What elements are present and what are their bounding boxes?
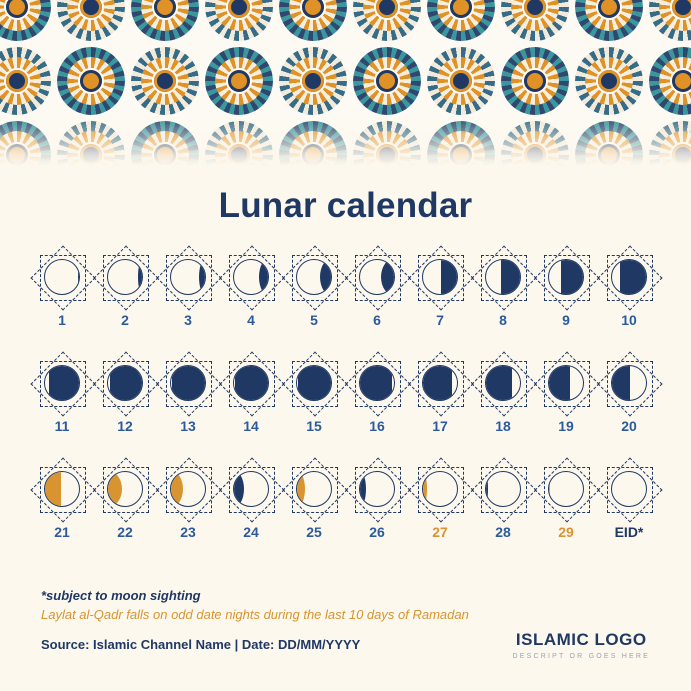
pattern-motif xyxy=(128,44,202,118)
calendar-day-cell[interactable] xyxy=(220,248,283,328)
calendar-day-cell[interactable] xyxy=(535,354,598,434)
star-frame xyxy=(348,248,406,306)
logo-tagline: DESCRIPT OR GOES HERE xyxy=(512,653,650,660)
pattern-motif xyxy=(350,118,424,166)
pattern-motif xyxy=(646,118,691,166)
pattern-motif xyxy=(0,118,54,166)
pattern-motif xyxy=(0,0,54,44)
moon-lit-region xyxy=(620,259,647,295)
moon-lit-region xyxy=(172,365,206,401)
moon-lit-region xyxy=(170,471,183,507)
moon-lit-region xyxy=(422,471,427,507)
pattern-motif xyxy=(54,0,128,44)
calendar-day-cell[interactable] xyxy=(598,354,661,434)
moon-phase-icon xyxy=(44,365,80,401)
star-frame xyxy=(159,354,217,412)
calendar-day-cell[interactable] xyxy=(31,248,94,328)
calendar-day-cell[interactable] xyxy=(94,460,157,540)
day-number-label: 21 xyxy=(54,524,70,540)
moon-phase-icon xyxy=(611,365,647,401)
pattern-motif xyxy=(424,44,498,118)
calendar-day-cell[interactable] xyxy=(472,248,535,328)
pattern-motif xyxy=(54,118,128,166)
moon-lit-region xyxy=(259,259,269,295)
pattern-motif xyxy=(350,44,424,118)
calendar-day-cell[interactable] xyxy=(220,354,283,434)
calendar-row xyxy=(0,460,691,540)
star-frame xyxy=(222,248,280,306)
day-number-label: 26 xyxy=(369,524,385,540)
moon-phase-icon xyxy=(548,471,584,507)
day-number-label: 11 xyxy=(54,418,70,434)
moon-lit-region xyxy=(107,471,122,507)
moon-lit-region xyxy=(548,365,570,401)
brand-logo xyxy=(513,630,650,660)
star-frame xyxy=(222,354,280,412)
moon-phase-icon xyxy=(296,471,332,507)
star-frame xyxy=(600,354,658,412)
star-frame xyxy=(600,460,658,518)
day-number-label: 29 xyxy=(558,524,574,540)
calendar-day-cell[interactable] xyxy=(157,354,220,434)
day-number-label: 28 xyxy=(495,524,511,540)
calendar-day-cell[interactable] xyxy=(598,460,661,540)
calendar-day-cell[interactable] xyxy=(283,460,346,540)
source-line: Source: Islamic Channel Name | Date: DD/MM/YYYY xyxy=(41,637,361,652)
day-number-label: 19 xyxy=(558,418,574,434)
day-number-label: 15 xyxy=(306,418,322,434)
pattern-motif xyxy=(498,0,572,44)
star-frame xyxy=(537,460,595,518)
pattern-motif xyxy=(424,0,498,44)
star-frame xyxy=(33,248,91,306)
moon-phase-icon xyxy=(359,365,395,401)
moon-lit-region xyxy=(359,471,366,507)
day-number-label: 6 xyxy=(373,312,381,328)
star-frame xyxy=(33,460,91,518)
star-frame xyxy=(96,354,154,412)
day-number-label: 23 xyxy=(180,524,196,540)
moon-lit-region xyxy=(441,259,458,295)
decorative-pattern-header xyxy=(0,0,691,166)
moon-phase-icon xyxy=(611,259,647,295)
moon-lit-region xyxy=(199,259,206,295)
moon-lit-region xyxy=(422,365,452,401)
day-number-label: 4 xyxy=(247,312,255,328)
pattern-motif xyxy=(572,44,646,118)
moon-lit-region xyxy=(296,471,305,507)
pattern-motif xyxy=(646,0,691,44)
moon-phase-icon xyxy=(422,471,458,507)
moon-phase-icon xyxy=(611,471,647,507)
pattern-motif xyxy=(498,118,572,166)
calendar-day-cell[interactable] xyxy=(535,460,598,540)
moon-phase-icon xyxy=(548,365,584,401)
day-number-label: 10 xyxy=(621,312,637,328)
star-frame xyxy=(348,460,406,518)
pattern-motif xyxy=(202,0,276,44)
calendar-day-cell[interactable] xyxy=(157,460,220,540)
day-number-label: 13 xyxy=(180,418,196,434)
moon-phase-icon xyxy=(296,365,332,401)
day-number-label: 8 xyxy=(499,312,507,328)
star-frame xyxy=(285,248,343,306)
moon-phase-icon xyxy=(485,471,521,507)
day-number-label: 20 xyxy=(621,418,637,434)
pattern-motif xyxy=(54,44,128,118)
note-laylat-al-qadr: Laylat al-Qadr falls on odd date nights during the last 10 days of Ramadan xyxy=(41,607,469,622)
pattern-motif xyxy=(276,118,350,166)
star-frame xyxy=(222,460,280,518)
pattern-motif xyxy=(646,44,691,118)
day-number-label: 2 xyxy=(121,312,129,328)
day-number-label: 18 xyxy=(495,418,511,434)
calendar-day-cell[interactable] xyxy=(31,460,94,540)
star-frame xyxy=(33,354,91,412)
calendar-row xyxy=(0,354,691,434)
pattern-motif xyxy=(350,0,424,44)
pattern-motif xyxy=(202,44,276,118)
star-frame xyxy=(600,248,658,306)
page-title: Lunar calendar xyxy=(218,186,473,225)
moon-lit-region xyxy=(110,365,143,401)
pattern-motif xyxy=(128,118,202,166)
calendar-day-cell[interactable] xyxy=(346,354,409,434)
moon-phase-icon xyxy=(44,259,80,295)
moon-phase-icon xyxy=(233,471,269,507)
pattern-motif xyxy=(202,118,276,166)
moon-lit-region xyxy=(485,365,512,401)
day-number-label: 1 xyxy=(58,312,66,328)
calendar-day-cell[interactable] xyxy=(409,460,472,540)
day-number-label: 27 xyxy=(432,524,448,540)
pattern-grid xyxy=(0,0,691,166)
moon-lit-region xyxy=(381,259,395,295)
star-frame xyxy=(96,460,154,518)
calendar-day-cell[interactable] xyxy=(283,354,346,434)
moon-phase-icon xyxy=(359,471,395,507)
star-frame xyxy=(537,354,595,412)
calendar-day-cell[interactable] xyxy=(346,460,409,540)
calendar-day-cell[interactable] xyxy=(409,248,472,328)
star-frame xyxy=(159,460,217,518)
day-number-label: 24 xyxy=(243,524,259,540)
moon-lit-region xyxy=(320,259,332,295)
day-number-label: 17 xyxy=(432,418,448,434)
day-number-label: EID* xyxy=(614,524,644,540)
moon-phase-icon xyxy=(170,259,206,295)
calendar-day-cell[interactable] xyxy=(31,354,94,434)
day-number-label: 14 xyxy=(243,418,259,434)
calendar-day-cell[interactable] xyxy=(94,248,157,328)
day-number-label: 5 xyxy=(310,312,318,328)
calendar-day-cell[interactable] xyxy=(472,460,535,540)
star-frame xyxy=(474,248,532,306)
day-number-label: 3 xyxy=(184,312,192,328)
footnotes xyxy=(41,588,651,622)
star-frame xyxy=(285,460,343,518)
moon-lit-region xyxy=(501,259,521,295)
moon-phase-icon xyxy=(107,365,143,401)
pattern-motif xyxy=(0,44,54,118)
moon-phase-icon xyxy=(233,365,269,401)
calendar-day-cell[interactable] xyxy=(157,248,220,328)
pattern-motif xyxy=(424,118,498,166)
moon-phase-icon xyxy=(296,259,332,295)
moon-phase-icon xyxy=(485,259,521,295)
pattern-motif xyxy=(572,0,646,44)
star-frame xyxy=(411,354,469,412)
moon-phase-icon xyxy=(548,259,584,295)
star-frame xyxy=(474,354,532,412)
day-number-label: 22 xyxy=(117,524,133,540)
day-number-label: 25 xyxy=(306,524,322,540)
moon-phase-icon xyxy=(422,259,458,295)
star-frame xyxy=(285,354,343,412)
star-frame xyxy=(348,354,406,412)
calendar-day-cell[interactable] xyxy=(535,248,598,328)
note-moon-sighting: *subject to moon sighting xyxy=(41,588,201,603)
moon-phase-icon xyxy=(233,259,269,295)
moon-lit-region xyxy=(611,365,630,401)
moon-lit-region xyxy=(359,365,392,401)
moon-lit-region xyxy=(235,365,269,401)
day-number-label: 7 xyxy=(436,312,444,328)
star-frame xyxy=(537,248,595,306)
day-number-label: 16 xyxy=(369,418,385,434)
pattern-motif xyxy=(572,118,646,166)
pattern-motif xyxy=(128,0,202,44)
calendar-day-cell[interactable] xyxy=(220,460,283,540)
moon-phase-icon xyxy=(359,259,395,295)
logo-title: ISLAMIC LOGO xyxy=(515,630,647,649)
calendar-row xyxy=(0,248,691,328)
star-frame xyxy=(159,248,217,306)
calendar-day-cell[interactable] xyxy=(598,248,661,328)
calendar-day-cell[interactable] xyxy=(346,248,409,328)
pattern-motif xyxy=(276,44,350,118)
moon-phase-icon xyxy=(44,471,80,507)
moon-phase-icon xyxy=(107,471,143,507)
pattern-motif xyxy=(498,44,572,118)
moon-phase-icon xyxy=(170,365,206,401)
lunar-calendar-grid xyxy=(0,248,691,566)
moon-phase-icon xyxy=(107,259,143,295)
moon-lit-region xyxy=(44,471,61,507)
moon-lit-region xyxy=(233,471,244,507)
moon-phase-icon xyxy=(422,365,458,401)
calendar-day-cell[interactable] xyxy=(472,354,535,434)
star-frame xyxy=(96,248,154,306)
moon-lit-region xyxy=(561,259,584,295)
moon-phase-icon xyxy=(485,365,521,401)
moon-lit-region xyxy=(49,365,80,401)
moon-phase-icon xyxy=(170,471,206,507)
calendar-day-cell[interactable] xyxy=(283,248,346,328)
moon-lit-region xyxy=(298,365,332,401)
calendar-day-cell[interactable] xyxy=(94,354,157,434)
star-frame xyxy=(411,248,469,306)
calendar-day-cell[interactable] xyxy=(409,354,472,434)
star-frame xyxy=(474,460,532,518)
day-number-label: 9 xyxy=(562,312,570,328)
pattern-motif xyxy=(276,0,350,44)
star-frame xyxy=(411,460,469,518)
day-number-label: 12 xyxy=(117,418,133,434)
